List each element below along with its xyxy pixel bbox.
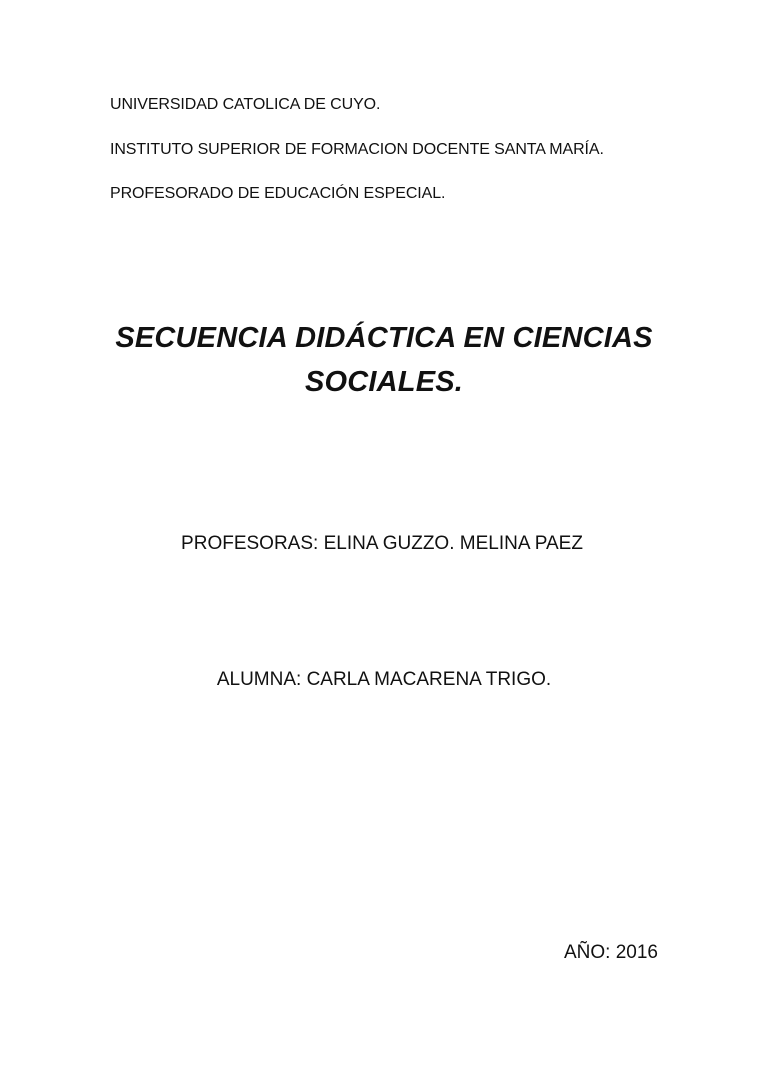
document-title-line-2: SOCIALES. (304, 366, 464, 398)
student-line: ALUMNA: CARLA MACARENA TRIGO. (216, 669, 552, 690)
institute-name: INSTITUTO SUPERIOR DE FORMACION DOCENTE SANTA MARÍA. (110, 141, 604, 158)
year-line: AÑO: 2016 (564, 942, 658, 963)
document-title (80, 316, 688, 404)
university-name: UNIVERSIDAD CATOLICA DE CUYO. (110, 96, 381, 113)
program-name: PROFESORADO DE EDUCACIÓN ESPECIAL. (110, 185, 446, 202)
document-title-line-1: SECUENCIA DIDÁCTICA EN CIENCIAS (115, 322, 653, 354)
teachers-line: PROFESORAS: ELINA GUZZO. MELINA PAEZ (181, 533, 583, 554)
